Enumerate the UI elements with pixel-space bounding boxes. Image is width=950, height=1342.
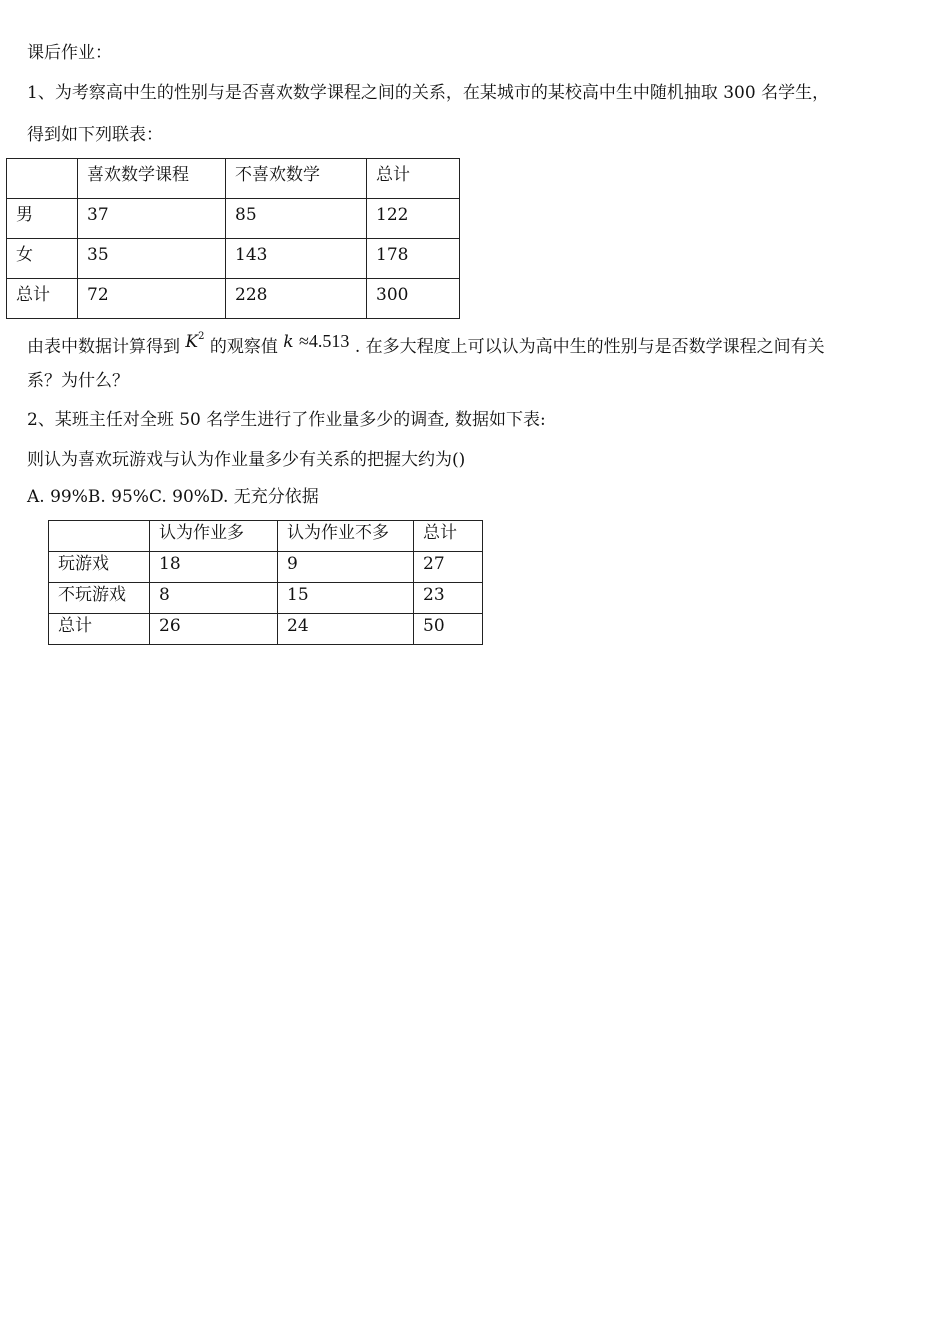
table-cell: 认为作业不多 bbox=[278, 521, 414, 552]
table-cell: 50 bbox=[414, 614, 483, 645]
statement-text: 由表中数据计算得到 bbox=[27, 337, 180, 357]
k-exponent: 2 bbox=[198, 331, 205, 342]
table-cell: 27 bbox=[414, 552, 483, 583]
table-row bbox=[7, 199, 460, 239]
table-cell: 72 bbox=[78, 279, 226, 319]
question-2-options: A. 99%B. 95%C. 90%D. 无充分依据 bbox=[27, 487, 319, 507]
homework-heading: 课后作业： bbox=[27, 43, 112, 63]
table-cell: 35 bbox=[78, 239, 226, 279]
table-cell: 18 bbox=[150, 552, 278, 583]
table-cell: 24 bbox=[278, 614, 414, 645]
question-1-statement bbox=[27, 331, 825, 358]
table-row bbox=[7, 279, 460, 319]
approx-value: ≈4.513 bbox=[299, 331, 350, 351]
question-1-text: 1、为考察高中生的性别与是否喜欢数学课程之间的关系，在某城市的某校高中生中随机抽取 300 名学生， bbox=[27, 83, 830, 103]
table-cell bbox=[7, 159, 78, 199]
table-header-row bbox=[49, 521, 483, 552]
table-cell: 23 bbox=[414, 583, 483, 614]
table-cell: 228 bbox=[226, 279, 367, 319]
table-cell: 认为作业多 bbox=[150, 521, 278, 552]
table-header-row bbox=[7, 159, 460, 199]
table-cell bbox=[49, 521, 150, 552]
table-cell: 15 bbox=[278, 583, 414, 614]
question-1-text-cont: 得到如下列联表： bbox=[27, 125, 163, 145]
k-lower-symbol: k bbox=[283, 332, 294, 352]
k-symbol: K bbox=[185, 332, 199, 352]
survey-table-2 bbox=[48, 520, 483, 645]
contingency-table-1 bbox=[6, 158, 460, 319]
table-cell: 122 bbox=[367, 199, 460, 239]
k-value-formula bbox=[283, 330, 349, 353]
table-row bbox=[49, 552, 483, 583]
table-row bbox=[7, 239, 460, 279]
table-row bbox=[49, 614, 483, 645]
table-cell: 178 bbox=[367, 239, 460, 279]
table-cell: 9 bbox=[278, 552, 414, 583]
question-1-statement-cont: 系？为什么？ bbox=[27, 371, 129, 391]
table-cell: 37 bbox=[78, 199, 226, 239]
table-cell: 26 bbox=[150, 614, 278, 645]
table-cell: 总计 bbox=[7, 279, 78, 319]
table-cell: 总计 bbox=[367, 159, 460, 199]
question-2-text: 2、某班主任对全班 50 名学生进行了作业量多少的调查, 数据如下表: bbox=[27, 410, 546, 430]
k-squared-formula bbox=[185, 326, 204, 353]
table-cell: 8 bbox=[150, 583, 278, 614]
table-cell: 女 bbox=[7, 239, 78, 279]
table-cell: 男 bbox=[7, 199, 78, 239]
statement-text: 的观察值 bbox=[209, 337, 278, 357]
table-cell: 总计 bbox=[414, 521, 483, 552]
table-cell: 不喜欢数学 bbox=[226, 159, 367, 199]
table-row bbox=[49, 583, 483, 614]
table-cell: 总计 bbox=[49, 614, 150, 645]
question-2-prompt: 则认为喜欢玩游戏与认为作业量多少有关系的把握大约为() bbox=[27, 450, 466, 470]
table-cell: 85 bbox=[226, 199, 367, 239]
table-cell: 玩游戏 bbox=[49, 552, 150, 583]
table-cell: 143 bbox=[226, 239, 367, 279]
table-cell: 喜欢数学课程 bbox=[78, 159, 226, 199]
statement-text: . 在多大程度上可以认为高中生的性别与是否数学课程之间有关 bbox=[354, 337, 825, 357]
table-cell: 300 bbox=[367, 279, 460, 319]
table-cell: 不玩游戏 bbox=[49, 583, 150, 614]
